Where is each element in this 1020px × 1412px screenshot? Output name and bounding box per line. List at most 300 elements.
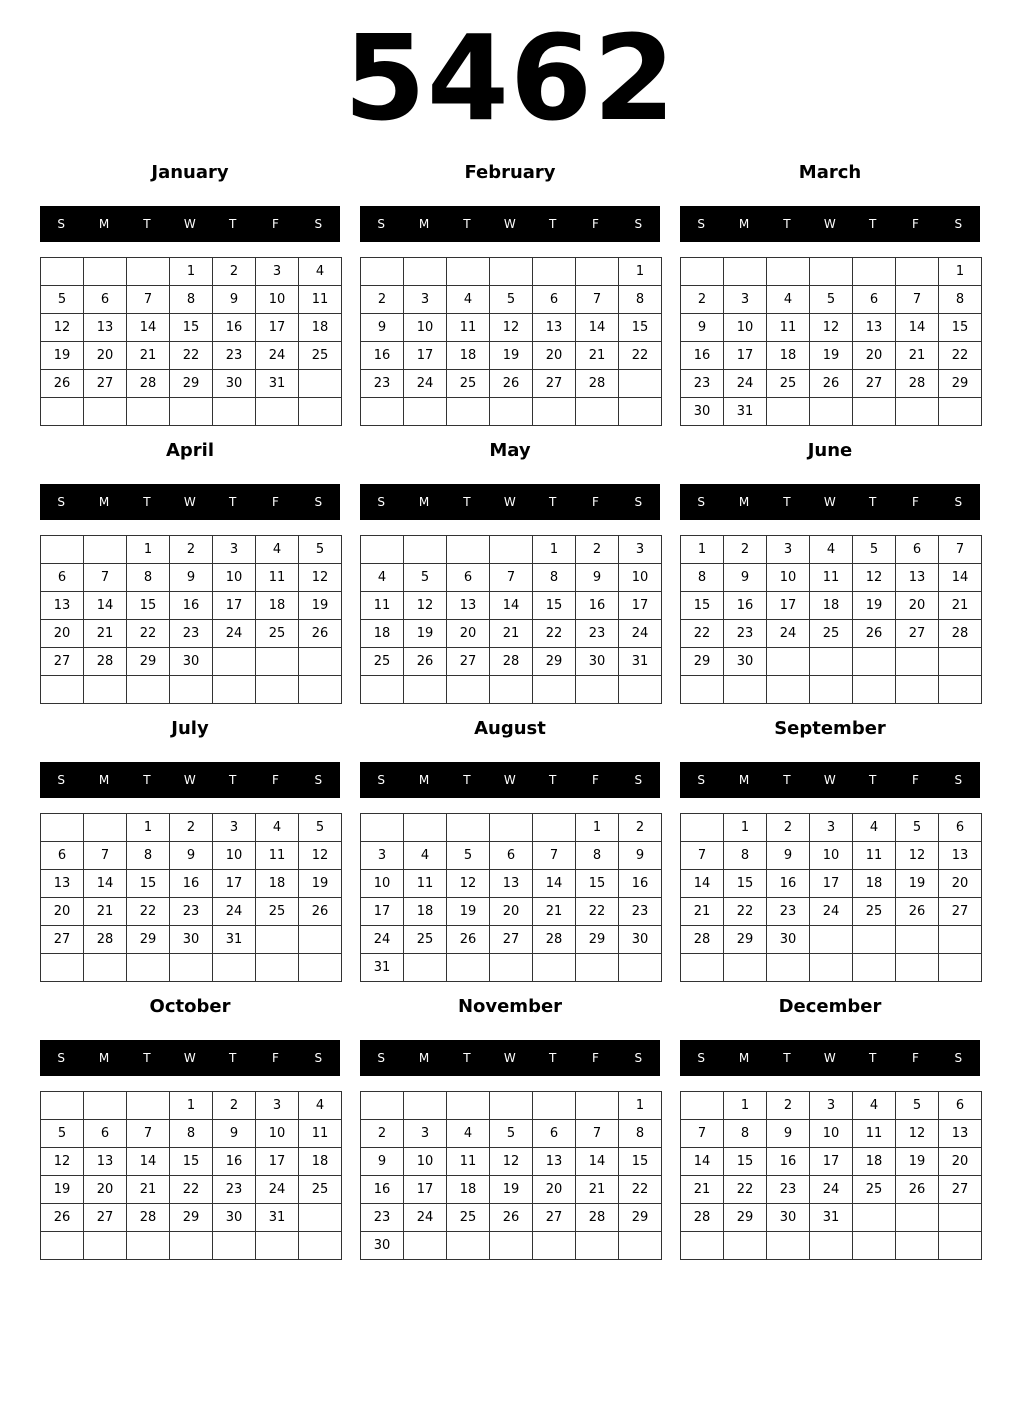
day-cell: 31 — [619, 648, 662, 676]
day-cell: 27 — [939, 898, 982, 926]
day-cell: 23 — [681, 370, 724, 398]
day-cell: 16 — [361, 342, 404, 370]
weekday-label: T — [143, 1051, 152, 1065]
day-cell: 17 — [404, 1176, 447, 1204]
day-cell: 13 — [41, 870, 84, 898]
day-cell: 31 — [724, 398, 767, 426]
day-grid — [40, 257, 342, 426]
weekday-label: F — [272, 1051, 280, 1065]
week-row — [41, 870, 342, 898]
weekday-label: T — [228, 773, 237, 787]
day-cell: 24 — [810, 898, 853, 926]
day-cell: 5 — [447, 842, 490, 870]
day-cell: 6 — [896, 536, 939, 564]
weekday-label: W — [183, 1051, 197, 1065]
day-cell: 15 — [170, 1148, 213, 1176]
day-cell: 22 — [939, 342, 982, 370]
day-cell: 7 — [896, 286, 939, 314]
day-cell: 29 — [533, 648, 576, 676]
month-name: August — [474, 718, 546, 739]
day-cell: 5 — [896, 1092, 939, 1120]
day-cell: 22 — [619, 1176, 662, 1204]
weekday-label: F — [912, 495, 920, 509]
week-row — [361, 286, 662, 314]
day-cell: 1 — [170, 1092, 213, 1120]
day-cell — [299, 648, 342, 676]
day-cell: 20 — [533, 342, 576, 370]
day-cell: 24 — [404, 1204, 447, 1232]
weekday-label: W — [823, 1051, 837, 1065]
week-row — [681, 926, 982, 954]
day-cell: 28 — [576, 370, 619, 398]
day-cell — [896, 926, 939, 954]
day-cell: 21 — [84, 898, 127, 926]
day-cell: 23 — [576, 620, 619, 648]
weekday-label: S — [697, 773, 706, 787]
day-cell — [41, 954, 84, 982]
day-cell: 21 — [576, 1176, 619, 1204]
day-cell: 4 — [256, 536, 299, 564]
day-cell: 11 — [256, 564, 299, 592]
day-cell — [256, 648, 299, 676]
day-cell: 13 — [84, 1148, 127, 1176]
week-row — [681, 842, 982, 870]
weekday-label: S — [954, 773, 963, 787]
day-cell — [810, 258, 853, 286]
day-cell — [853, 1204, 896, 1232]
day-cell: 23 — [170, 898, 213, 926]
week-row — [361, 898, 662, 926]
weekday-label: F — [592, 217, 600, 231]
weekday-label: F — [912, 1051, 920, 1065]
day-cell — [447, 398, 490, 426]
day-cell — [404, 258, 447, 286]
week-row — [41, 1204, 342, 1232]
week-row — [41, 370, 342, 398]
day-cell — [490, 676, 533, 704]
day-cell: 11 — [447, 314, 490, 342]
day-cell: 27 — [939, 1176, 982, 1204]
weekday-label: M — [98, 495, 110, 509]
day-cell: 14 — [84, 870, 127, 898]
day-cell — [576, 1092, 619, 1120]
day-cell — [853, 676, 896, 704]
weekday-label: S — [57, 1051, 66, 1065]
weekday-label: T — [548, 773, 557, 787]
day-cell: 30 — [681, 398, 724, 426]
day-cell — [447, 258, 490, 286]
weekday-label: S — [57, 495, 66, 509]
day-grid — [360, 1091, 662, 1260]
day-cell — [619, 398, 662, 426]
day-cell: 26 — [490, 1204, 533, 1232]
day-cell — [853, 954, 896, 982]
weekday-label: T — [783, 773, 792, 787]
day-cell: 27 — [853, 370, 896, 398]
week-row — [681, 342, 982, 370]
day-cell: 27 — [41, 648, 84, 676]
weekday-label: M — [418, 217, 430, 231]
day-cell: 11 — [447, 1148, 490, 1176]
weekday-label: T — [463, 495, 472, 509]
day-cell: 30 — [170, 648, 213, 676]
day-cell: 29 — [939, 370, 982, 398]
day-cell: 20 — [490, 898, 533, 926]
day-cell: 20 — [84, 1176, 127, 1204]
day-cell — [767, 954, 810, 982]
weekday-label: M — [738, 1051, 750, 1065]
week-row — [41, 258, 342, 286]
day-cell: 3 — [256, 1092, 299, 1120]
day-cell: 26 — [490, 370, 533, 398]
day-cell: 18 — [256, 870, 299, 898]
day-cell — [896, 398, 939, 426]
day-cell: 10 — [361, 870, 404, 898]
day-cell: 29 — [681, 648, 724, 676]
day-cell: 26 — [853, 620, 896, 648]
day-cell: 15 — [619, 314, 662, 342]
weekday-label: S — [634, 1051, 643, 1065]
day-cell: 25 — [853, 1176, 896, 1204]
weekday-label: S — [57, 773, 66, 787]
day-cell: 19 — [490, 1176, 533, 1204]
day-cell: 9 — [767, 1120, 810, 1148]
day-cell — [810, 926, 853, 954]
day-cell: 19 — [404, 620, 447, 648]
week-row — [361, 258, 662, 286]
month-name: May — [489, 440, 531, 461]
day-cell — [213, 954, 256, 982]
day-cell — [299, 370, 342, 398]
day-cell: 24 — [361, 926, 404, 954]
day-cell — [896, 954, 939, 982]
day-cell: 28 — [681, 1204, 724, 1232]
day-cell: 10 — [213, 564, 256, 592]
day-cell: 1 — [127, 814, 170, 842]
day-cell: 4 — [447, 286, 490, 314]
weekday-label: S — [314, 495, 323, 509]
day-cell: 27 — [533, 370, 576, 398]
day-cell: 29 — [724, 926, 767, 954]
day-cell: 16 — [170, 870, 213, 898]
day-cell: 24 — [724, 370, 767, 398]
day-cell — [41, 814, 84, 842]
week-row — [41, 592, 342, 620]
day-cell: 6 — [939, 814, 982, 842]
week-row — [681, 1092, 982, 1120]
day-cell — [404, 1232, 447, 1260]
day-cell: 27 — [84, 370, 127, 398]
day-cell: 14 — [490, 592, 533, 620]
day-cell — [619, 954, 662, 982]
day-cell: 23 — [619, 898, 662, 926]
day-cell: 16 — [619, 870, 662, 898]
week-row — [41, 814, 342, 842]
day-cell: 2 — [619, 814, 662, 842]
day-cell: 9 — [576, 564, 619, 592]
day-cell: 19 — [41, 1176, 84, 1204]
weekday-label: S — [314, 217, 323, 231]
week-row — [361, 370, 662, 398]
day-cell: 29 — [619, 1204, 662, 1232]
day-cell — [939, 954, 982, 982]
day-cell — [256, 954, 299, 982]
day-cell: 18 — [767, 342, 810, 370]
week-row — [41, 1092, 342, 1120]
day-cell — [576, 258, 619, 286]
day-cell: 3 — [361, 842, 404, 870]
day-cell: 23 — [170, 620, 213, 648]
day-cell — [170, 954, 213, 982]
weekday-label: T — [228, 217, 237, 231]
day-cell: 22 — [127, 898, 170, 926]
day-cell: 9 — [361, 314, 404, 342]
day-cell: 20 — [84, 342, 127, 370]
day-cell — [447, 814, 490, 842]
day-cell: 21 — [681, 898, 724, 926]
day-cell: 11 — [299, 1120, 342, 1148]
day-cell: 25 — [447, 1204, 490, 1232]
day-cell — [939, 648, 982, 676]
weekday-label: T — [783, 495, 792, 509]
weekday-header — [360, 1040, 660, 1076]
weekday-label: M — [738, 217, 750, 231]
day-cell: 25 — [361, 648, 404, 676]
day-cell: 5 — [41, 1120, 84, 1148]
day-cell: 8 — [724, 842, 767, 870]
weekday-label: W — [823, 773, 837, 787]
weekday-label: T — [868, 1051, 877, 1065]
day-cell: 25 — [853, 898, 896, 926]
day-cell: 6 — [533, 1120, 576, 1148]
weekday-label: T — [143, 773, 152, 787]
day-cell — [84, 536, 127, 564]
day-cell: 7 — [84, 564, 127, 592]
day-cell: 25 — [256, 898, 299, 926]
day-cell — [41, 536, 84, 564]
day-cell: 12 — [41, 1148, 84, 1176]
week-row — [681, 370, 982, 398]
day-cell: 17 — [256, 314, 299, 342]
day-cell: 7 — [533, 842, 576, 870]
day-cell: 25 — [299, 342, 342, 370]
week-row — [681, 592, 982, 620]
day-cell: 5 — [299, 814, 342, 842]
week-row — [681, 258, 982, 286]
weekday-label: W — [183, 495, 197, 509]
week-row — [41, 648, 342, 676]
weekday-label: T — [868, 773, 877, 787]
day-cell: 12 — [490, 314, 533, 342]
day-cell: 13 — [939, 1120, 982, 1148]
weekday-label: T — [783, 1051, 792, 1065]
day-cell: 14 — [939, 564, 982, 592]
day-cell — [404, 676, 447, 704]
week-row — [681, 870, 982, 898]
day-cell: 19 — [810, 342, 853, 370]
day-cell: 5 — [896, 814, 939, 842]
day-cell: 6 — [939, 1092, 982, 1120]
day-cell — [127, 1232, 170, 1260]
week-row — [41, 342, 342, 370]
day-cell — [447, 536, 490, 564]
day-cell: 21 — [127, 342, 170, 370]
weekday-label: S — [634, 217, 643, 231]
day-cell: 16 — [767, 1148, 810, 1176]
day-grid — [360, 813, 662, 982]
month-name: October — [149, 996, 231, 1017]
day-cell: 15 — [127, 592, 170, 620]
weekday-label: W — [503, 1051, 517, 1065]
day-cell — [84, 258, 127, 286]
day-cell — [853, 926, 896, 954]
day-cell: 19 — [490, 342, 533, 370]
week-row — [41, 954, 342, 982]
weekday-header — [680, 1040, 980, 1076]
day-cell: 9 — [213, 1120, 256, 1148]
day-cell: 14 — [681, 870, 724, 898]
day-cell: 4 — [256, 814, 299, 842]
day-cell: 3 — [767, 536, 810, 564]
day-cell — [490, 258, 533, 286]
day-cell: 23 — [767, 1176, 810, 1204]
weekday-label: W — [823, 217, 837, 231]
weekday-label: S — [57, 217, 66, 231]
day-cell: 26 — [41, 370, 84, 398]
day-cell — [127, 398, 170, 426]
day-cell: 15 — [939, 314, 982, 342]
weekday-header — [360, 762, 660, 798]
weekday-label: F — [592, 495, 600, 509]
day-cell — [41, 258, 84, 286]
week-row — [361, 1232, 662, 1260]
day-grid — [680, 535, 982, 704]
day-cell — [361, 398, 404, 426]
day-cell: 1 — [619, 1092, 662, 1120]
weekday-label: S — [377, 217, 386, 231]
day-cell: 3 — [810, 1092, 853, 1120]
day-cell: 22 — [724, 1176, 767, 1204]
day-cell: 1 — [681, 536, 724, 564]
day-cell: 8 — [939, 286, 982, 314]
day-cell: 6 — [447, 564, 490, 592]
day-cell — [576, 954, 619, 982]
day-cell — [84, 676, 127, 704]
weekday-label: M — [738, 495, 750, 509]
weekday-label: W — [503, 217, 517, 231]
day-cell: 1 — [576, 814, 619, 842]
day-cell — [404, 954, 447, 982]
day-cell: 4 — [853, 814, 896, 842]
weekday-label: T — [228, 495, 237, 509]
weekday-label: S — [697, 217, 706, 231]
day-cell: 13 — [939, 842, 982, 870]
day-cell: 8 — [127, 842, 170, 870]
day-cell: 12 — [490, 1148, 533, 1176]
week-row — [361, 1204, 662, 1232]
week-row — [681, 286, 982, 314]
day-cell — [256, 676, 299, 704]
day-cell: 28 — [533, 926, 576, 954]
day-cell — [896, 1204, 939, 1232]
day-cell: 26 — [299, 620, 342, 648]
day-cell: 28 — [896, 370, 939, 398]
day-cell: 24 — [256, 342, 299, 370]
week-row — [681, 314, 982, 342]
day-cell: 30 — [619, 926, 662, 954]
day-cell: 27 — [533, 1204, 576, 1232]
day-cell: 9 — [619, 842, 662, 870]
day-cell: 3 — [619, 536, 662, 564]
day-cell: 19 — [299, 870, 342, 898]
day-cell — [299, 1232, 342, 1260]
day-cell — [767, 398, 810, 426]
weekday-label: T — [548, 1051, 557, 1065]
day-cell: 18 — [810, 592, 853, 620]
week-row — [41, 898, 342, 926]
week-row — [361, 1092, 662, 1120]
year-title: 5462 — [343, 9, 677, 147]
day-cell — [533, 258, 576, 286]
week-row — [361, 814, 662, 842]
day-cell: 11 — [767, 314, 810, 342]
day-cell: 14 — [576, 1148, 619, 1176]
day-cell: 10 — [404, 314, 447, 342]
day-cell: 27 — [41, 926, 84, 954]
day-cell — [447, 954, 490, 982]
day-cell: 23 — [213, 1176, 256, 1204]
day-cell: 6 — [84, 1120, 127, 1148]
day-cell: 21 — [127, 1176, 170, 1204]
day-cell — [619, 676, 662, 704]
day-cell: 6 — [490, 842, 533, 870]
day-cell: 15 — [681, 592, 724, 620]
day-cell: 24 — [213, 620, 256, 648]
day-cell: 10 — [724, 314, 767, 342]
month-name: April — [165, 440, 215, 461]
day-cell — [619, 370, 662, 398]
day-cell: 7 — [576, 286, 619, 314]
weekday-header — [40, 484, 340, 520]
week-row — [681, 898, 982, 926]
day-cell: 24 — [256, 1176, 299, 1204]
day-cell: 4 — [361, 564, 404, 592]
day-cell: 13 — [490, 870, 533, 898]
day-cell: 12 — [299, 564, 342, 592]
day-cell — [84, 1232, 127, 1260]
day-grid — [360, 257, 662, 426]
day-cell: 3 — [404, 1120, 447, 1148]
day-cell — [681, 676, 724, 704]
weekday-label: S — [634, 773, 643, 787]
day-cell: 4 — [299, 258, 342, 286]
day-cell: 7 — [681, 842, 724, 870]
day-cell — [490, 536, 533, 564]
day-cell: 21 — [939, 592, 982, 620]
day-cell: 20 — [939, 1148, 982, 1176]
week-row — [41, 1232, 342, 1260]
day-cell — [299, 676, 342, 704]
week-row — [681, 648, 982, 676]
day-cell — [810, 676, 853, 704]
day-cell: 9 — [170, 564, 213, 592]
weekday-label: T — [228, 1051, 237, 1065]
day-cell — [767, 676, 810, 704]
day-cell: 7 — [127, 286, 170, 314]
weekday-header — [40, 206, 340, 242]
day-cell: 8 — [619, 286, 662, 314]
day-cell — [681, 1232, 724, 1260]
